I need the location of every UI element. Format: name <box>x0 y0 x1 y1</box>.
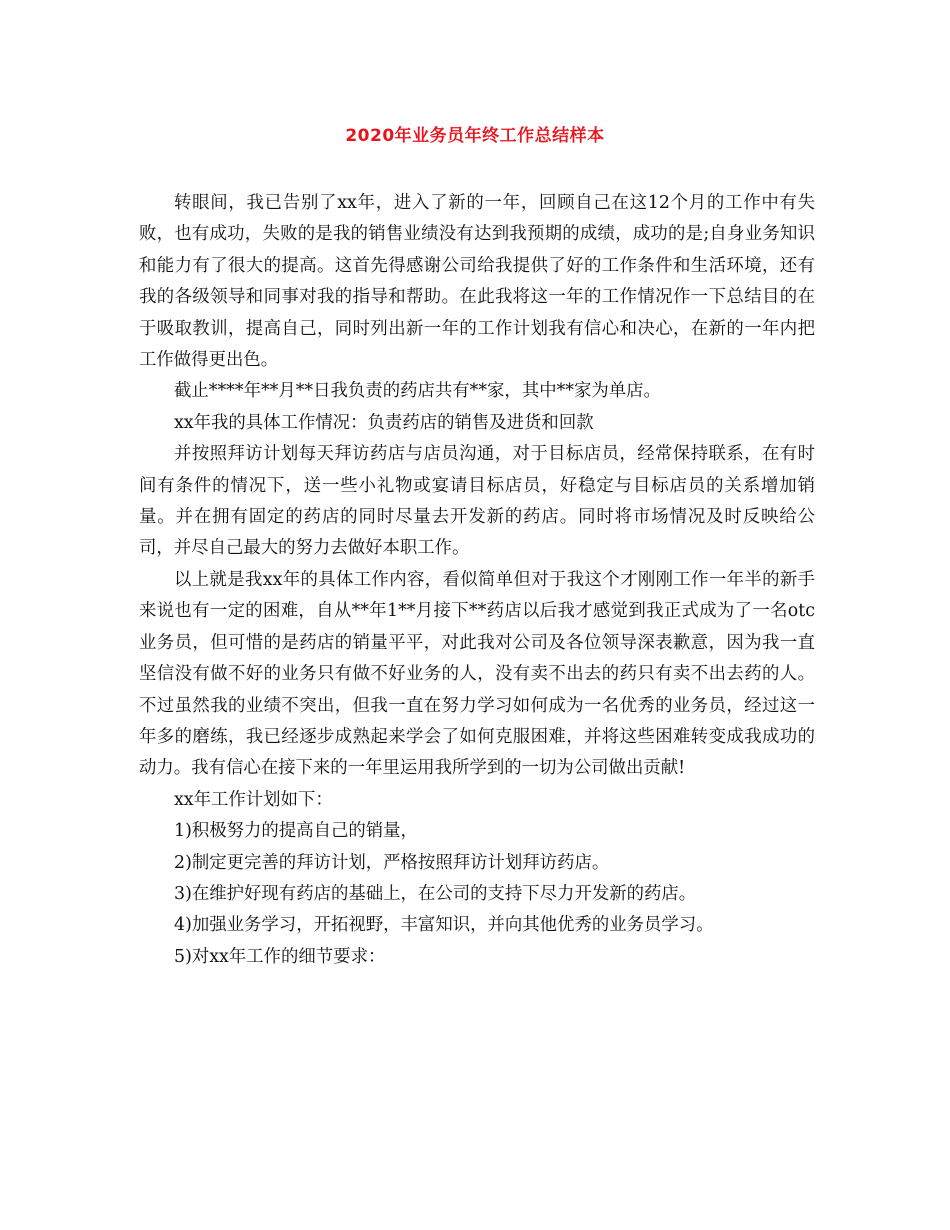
paragraph-plan-heading: xx年工作计划如下： <box>174 789 333 810</box>
document-body <box>139 188 815 973</box>
plan-item-4: 4)加强业务学习，开拓视野，丰富知识，并向其他优秀的业务员学习。 <box>174 915 714 936</box>
paragraph-store-count: 截止****年**月**日我负责的药店共有**家，其中**家为单店。 <box>174 381 661 402</box>
document-title: 2020年业务员年终工作总结样本 <box>345 126 605 146</box>
paragraph-review: 转眼间，我已告别了xx年，进入了新的一年，回顾自己在这12个月的工作中有失败，也有成功，失败的是我的销售业绩没有达到我预期的成绩，成功的是;自身业务知识和能力有了很大的提高。这首先得感谢公司给我提供了好的工作条件和生活环境，还有我的各级领导和同事对我的指导和帮助。在此我将这一年的工作情况作一下总结目的在于吸取教训，提高自己，同时列出新一年的工作计划我有信心和决心，在新的一年内把工作做得更出色。 <box>139 193 815 371</box>
paragraph-visit-plan: 并按照拜访计划每天拜访药店与店员沟通，对于目标店员，经常保持联系，在有时间有条件的情况下，送一些小礼物或宴请目标店员，好稳定与目标店员的关系增加销量。并在拥有固定的药店的同时尽量去开发新的药店。同时将市场情况及时反映给公司，并尽自己最大的努力去做好本职工作。 <box>139 444 815 559</box>
plan-item-5: 5)对xx年工作的细节要求： <box>174 946 386 967</box>
paragraph-work-summary: xx年我的具体工作情况：负责药店的销售及进货和回款 <box>174 412 594 433</box>
plan-item-1: 1)积极努力的提高自己的销量， <box>174 821 418 842</box>
plan-item-3: 3)在维护好现有药店的基础上，在公司的支持下尽力开发新的药店。 <box>174 883 697 904</box>
paragraph-reflection: 以上就是我xx年的具体工作内容，看似简单但对于我这个才刚刚工作一年半的新手来说也有一定的困难，自从**年1**月接下**药店以后我才感觉到我正式成为了一名otc业务员，但可惜的是药店的销量平平，对此我对公司及各位领导深表歉意，因为我一直坚信没有做不好的业务只有做不好业务的人，没有卖不出去的药只有卖不出去药的人。不过虽然我的业绩不突出，但我一直在努力学习如何成为一名优秀的业务员，经过这一年多的磨练，我已经逐步成熟起来学会了如何克服困难，并将这些困难转变成我成功的动力。我有信心在接下来的一年里运用我所学到的一切为公司做出贡献! <box>139 569 815 779</box>
plan-item-2: 2)制定更完善的拜访计划，严格按照拜访计划拜访药店。 <box>174 852 610 873</box>
